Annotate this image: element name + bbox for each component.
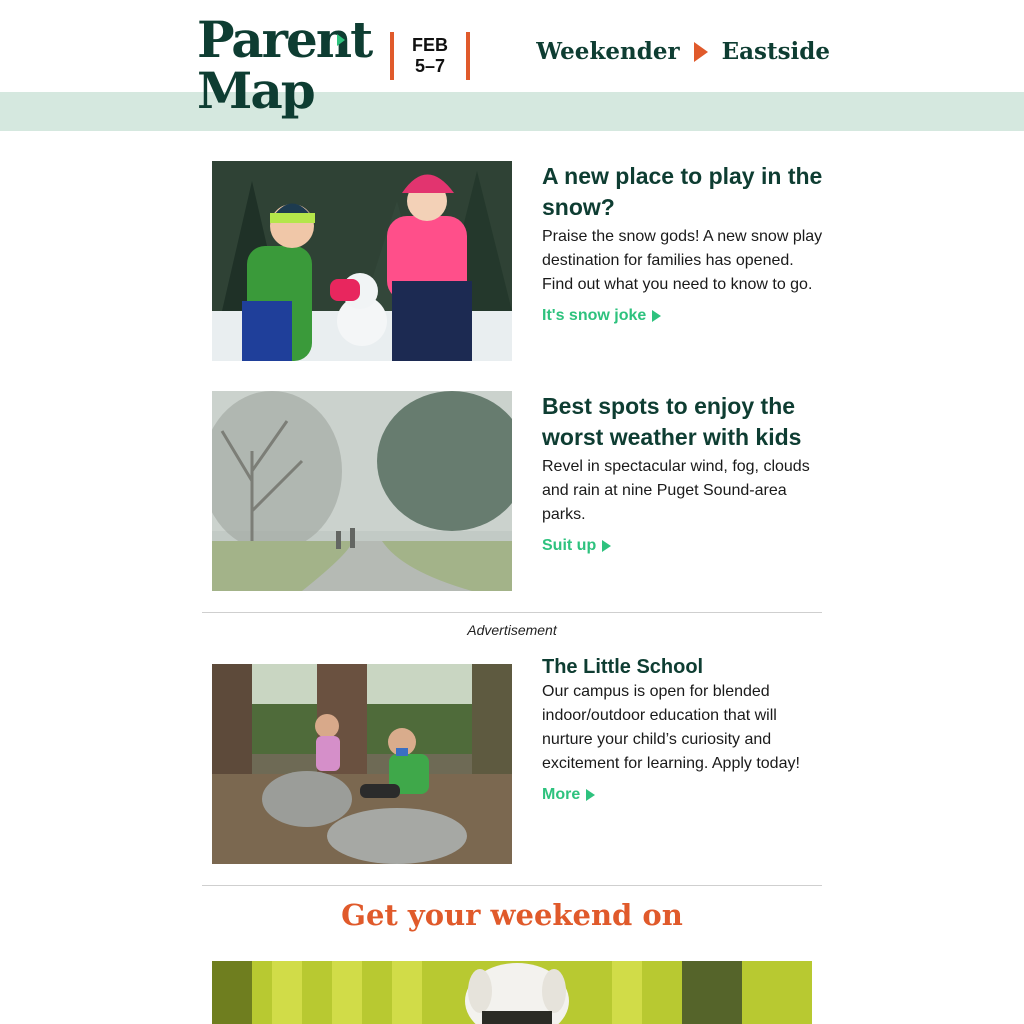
- article-link-label: It's snow joke: [542, 307, 647, 324]
- issue-date: [390, 32, 470, 80]
- play-arrow-icon: [652, 310, 661, 322]
- ad-text: [542, 654, 827, 804]
- header-band: [0, 92, 1024, 131]
- play-arrow-icon: [602, 540, 611, 552]
- divider: [202, 612, 822, 613]
- play-arrow-icon: [694, 42, 708, 62]
- newsletter-header: [0, 0, 1024, 131]
- logo-triangle-icon: [337, 34, 345, 46]
- logo-line1: Parent: [197, 10, 372, 69]
- ad-link[interactable]: [542, 786, 595, 804]
- edition-region: Eastside: [721, 38, 830, 65]
- issue-month: FEB: [412, 35, 448, 55]
- issue-days: 5–7: [414, 56, 446, 76]
- article-link[interactable]: [542, 537, 611, 555]
- edition-label: [536, 38, 830, 65]
- divider: [202, 885, 822, 886]
- ad-description: Our campus is open for blended indoor/outdoor education that will nurture your child’s curiosity and excitement for learning. Apply today!: [542, 683, 800, 772]
- article-text: [542, 391, 827, 555]
- parentmap-logo[interactable]: [197, 10, 372, 120]
- section-heading: Get your weekend on: [341, 898, 683, 932]
- ad-title[interactable]: The Little School: [542, 656, 704, 678]
- article-description: Revel in spectacular wind, fog, clouds and rain at nine Puget Sound-area parks.: [542, 458, 810, 523]
- article-title[interactable]: A new place to play in the snow?: [542, 163, 823, 220]
- article-text: [542, 161, 827, 325]
- article-description: Praise the snow gods! A new snow play destination for families has opened. Find out what you need to know to go.: [542, 228, 823, 293]
- ad-link-label: More: [542, 786, 581, 803]
- logo-line2: Map: [197, 61, 314, 120]
- hero-image-dog-bench[interactable]: [212, 961, 812, 1024]
- ad-image-kids-outdoors[interactable]: [212, 664, 512, 864]
- article-link[interactable]: [542, 307, 661, 325]
- article-image-foggy-park[interactable]: [212, 391, 512, 591]
- article-link-label: Suit up: [542, 537, 597, 554]
- advertisement-label: Advertisement: [467, 622, 557, 638]
- edition-name: Weekender: [536, 38, 680, 65]
- article-title[interactable]: Best spots to enjoy the worst weather with kids: [542, 393, 802, 450]
- article-image-kids-snowman[interactable]: [212, 161, 512, 361]
- play-arrow-icon: [586, 789, 595, 801]
